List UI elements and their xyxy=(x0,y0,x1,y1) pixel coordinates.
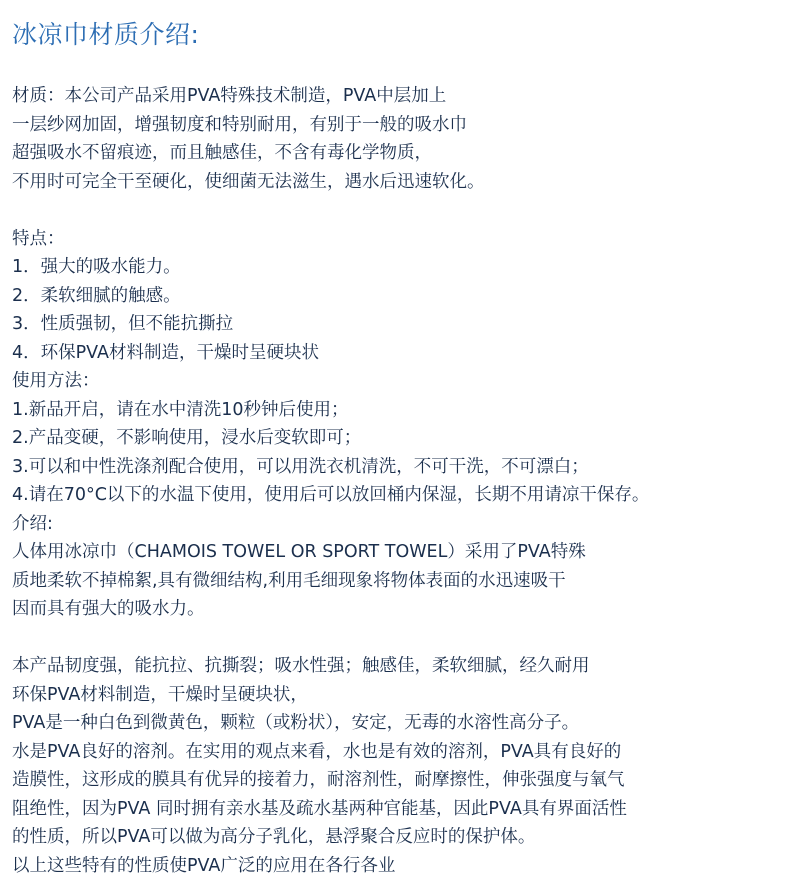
blank-line xyxy=(12,624,788,653)
text-line: 因而具有强大的吸水力。 xyxy=(12,599,205,619)
text-line: 材质：本公司产品采用PVA特殊技术制造，PVA中层加上 xyxy=(12,86,447,106)
text-line: 的性质，所以PVA可以做为高分子乳化，悬浮聚合反应时的保护体。 xyxy=(12,827,536,847)
text-line: 4．环保PVA材料制造，干燥时呈硬块状 xyxy=(12,342,320,363)
text-line: 4.请在70°C以下的水温下使用，使用后可以放回桶内保湿，长期不用请凉干保存。 xyxy=(12,485,650,505)
text-line: 水是PVA良好的溶剂。在实用的观点来看，水也是有效的溶剂，PVA具有良好的 xyxy=(12,741,622,762)
text-line: 造膜性，这形成的膜具有优异的接着力，耐溶剂性，耐摩擦性，伸张强度与氧气 xyxy=(12,770,625,790)
text-line: 超强吸水不留痕迹，而且触感佳，不含有毒化学物质， xyxy=(12,143,432,163)
text-line: 特点： xyxy=(12,228,65,249)
text-line: PVA是一种白色到微黄色，颗粒（或粉状），安定，无毒的水溶性高分子。 xyxy=(12,713,580,733)
text-line: 3.可以和中性洗涤剂配合使用，可以用洗衣机清洗，不可干洗，不可漂白； xyxy=(12,456,589,477)
text-line: 环保PVA材料制造，干燥时呈硬块状， xyxy=(12,684,308,705)
text-line: 人体用冰凉巾（CHAMOIS TOWEL OR SPORT TOWEL）采用了PVA特殊 xyxy=(12,542,586,562)
page-title: 冰凉巾材质介绍: xyxy=(12,20,200,49)
text-line: 阻绝性，因为PVA 同时拥有亲水基及疏水基两种官能基，因此PVA具有界面活性 xyxy=(12,798,627,819)
blank-line xyxy=(12,196,788,225)
text-line: 一层纱网加固，增强韧度和特别耐用，有别于一般的吸水巾 xyxy=(12,114,467,135)
text-line: 3．性质强韧，但不能抗撕拉 xyxy=(12,314,234,334)
text-line: 使用方法： xyxy=(12,371,100,391)
text-line: 本产品韧度强，能抗拉、抗撕裂；吸水性强；触感佳，柔软细腻，经久耐用 xyxy=(12,656,590,676)
text-line: 质地柔软不掉棉絮,具有微细结构,利用毛细现象将物体表面的水迅速吸干 xyxy=(12,570,566,591)
text-line: 2.产品变硬，不影响使用，浸水后变软即可； xyxy=(12,428,362,448)
text-line: 1．强大的吸水能力。 xyxy=(12,257,181,277)
body-text xyxy=(12,82,788,880)
text-line: 不用时可完全干至硬化，使细菌无法滋生，遇水后迅速软化。 xyxy=(12,171,485,192)
text-line: 2．柔软细腻的触感。 xyxy=(12,285,181,306)
text-line: 介绍: xyxy=(12,513,53,534)
text-line: 1.新品开启，请在水中清洗10秒钟后使用； xyxy=(12,399,349,420)
text-line: 以上这些特有的性质使PVA广泛的应用在各行各业 xyxy=(12,855,396,876)
